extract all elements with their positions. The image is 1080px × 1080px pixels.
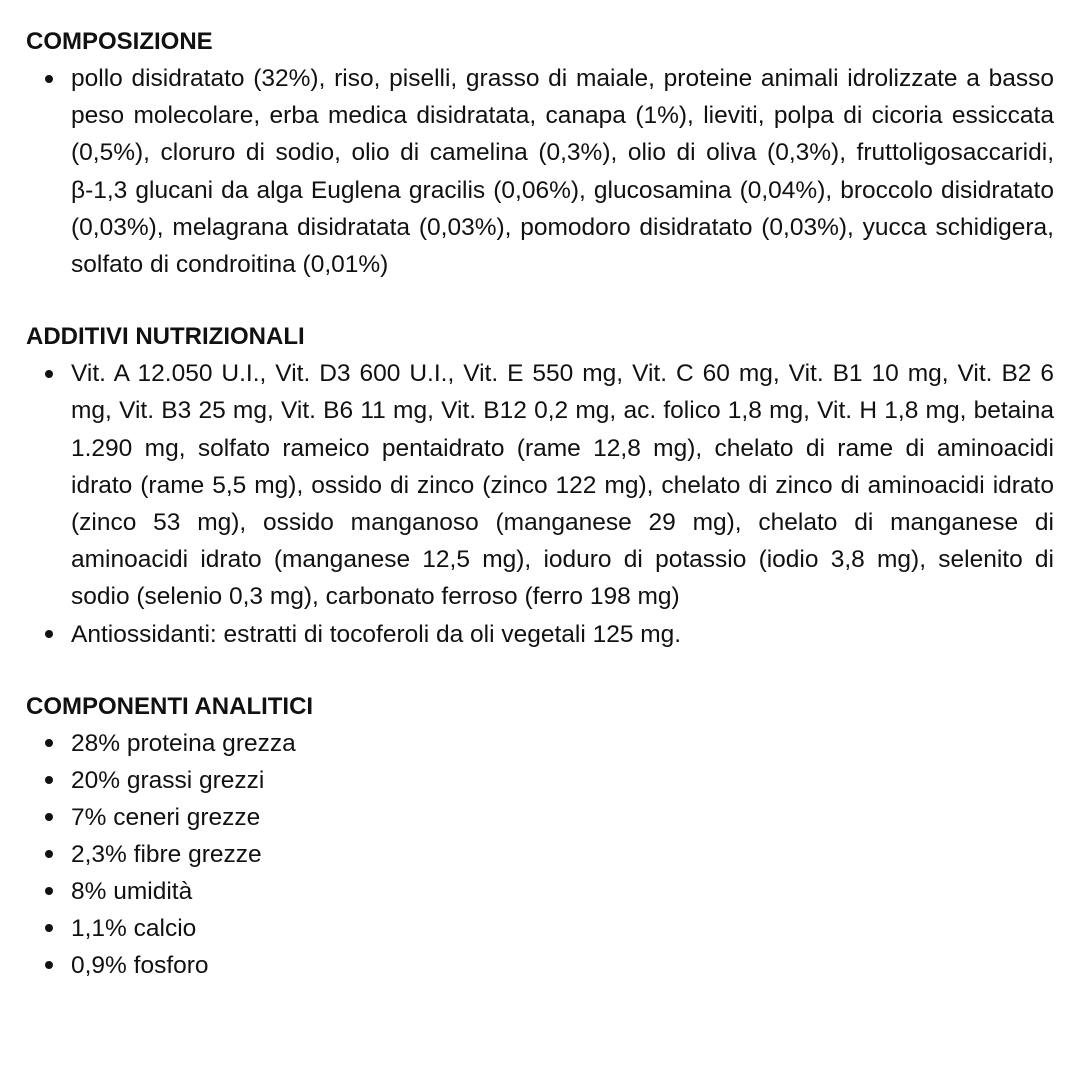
list-item-text: pollo disidratato (32%), riso, piselli, grasso di maiale, proteine animali idrolizzate a basso peso molecolare, erba medica disidratata, canapa (1%), lieviti, polpa di cicoria essiccata (0,5%), cloruro di sodio, olio di camelina (0,3%), olio di oliva (0,3%), fruttoligosaccaridi, β-1,3 glucani da alga Euglena gracilis (0,06%), glucosamina (0,04%), broccolo disidratato (0,03%), melagrana disidratata (0,03%), pomodoro disidratato (0,03%), yucca schidigera, solfato di condroitina (0,01%) — [71, 65, 1054, 279]
bullet-icon — [45, 961, 53, 969]
section-heading: COMPOSIZIONE — [26, 28, 213, 55]
list-item — [71, 910, 1054, 947]
bullet-icon — [45, 370, 53, 378]
bullet-icon — [45, 776, 53, 784]
list-item — [71, 762, 1054, 799]
section-additivi-nutrizionali — [26, 321, 1054, 653]
list-item — [71, 799, 1054, 836]
bullet-icon — [45, 924, 53, 932]
section-componenti-analitici — [26, 691, 1054, 984]
list-item-text: Antiossidanti: estratti di tocoferoli da oli vegetali 125 mg. — [71, 620, 682, 648]
section-heading: COMPONENTI ANALITICI — [26, 692, 314, 720]
additive-list — [26, 355, 1054, 653]
bullet-icon — [45, 887, 53, 895]
list-item-text: 1,1% calcio — [71, 914, 197, 942]
list-item-text: 20% grassi grezzi — [71, 766, 265, 794]
list-item-text: 28% proteina grezza — [71, 729, 296, 757]
ingredient-list — [26, 60, 1054, 283]
list-item — [71, 725, 1054, 762]
list-item-text: 2,3% fibre grezze — [71, 840, 262, 868]
list-item — [71, 836, 1054, 873]
list-item-text: 8% umidità — [71, 877, 193, 905]
list-item — [71, 873, 1054, 910]
bullet-icon — [45, 75, 53, 83]
bullet-icon — [45, 739, 53, 747]
list-item — [71, 355, 1054, 615]
list-item-text: Vit. A 12.050 U.I., Vit. D3 600 U.I., Vit. E 550 mg, Vit. C 60 mg, Vit. B1 10 mg, Vit. B2 6 mg, Vit. B3 25 mg, Vit. B6 11 mg, Vit. B12 0,2 mg, ac. folico 1,8 mg, Vit. H 1,8 mg, betaina 1.290 mg, solfato rameico pentaidrato (rame 12,8 mg), chelato di rame di aminoacidi idrato (rame 5,5 mg), ossido di zinco (zinco 122 mg), chelato di zinco di aminoacidi idrato (zinco 53 mg), ossido manganoso (manganese 29 mg), chelato di manganese di aminoacidi idrato (manganese 12,5 mg), ioduro di potassio (iodio 3,8 mg), selenito di sodio (selenio 0,3 mg), carbonato ferroso (ferro 198 mg) — [71, 360, 1054, 611]
bullet-icon — [45, 850, 53, 858]
section-composizione — [26, 26, 1054, 283]
list-item — [71, 60, 1054, 283]
analytical-list — [26, 725, 1054, 984]
section-heading: ADDITIVI NUTRIZIONALI — [26, 323, 305, 351]
list-item-text: 7% ceneri grezze — [71, 803, 261, 831]
list-item-text: 0,9% fosforo — [71, 951, 209, 979]
list-item — [71, 616, 1054, 653]
bullet-icon — [45, 630, 53, 638]
bullet-icon — [45, 813, 53, 821]
list-item — [71, 947, 1054, 984]
